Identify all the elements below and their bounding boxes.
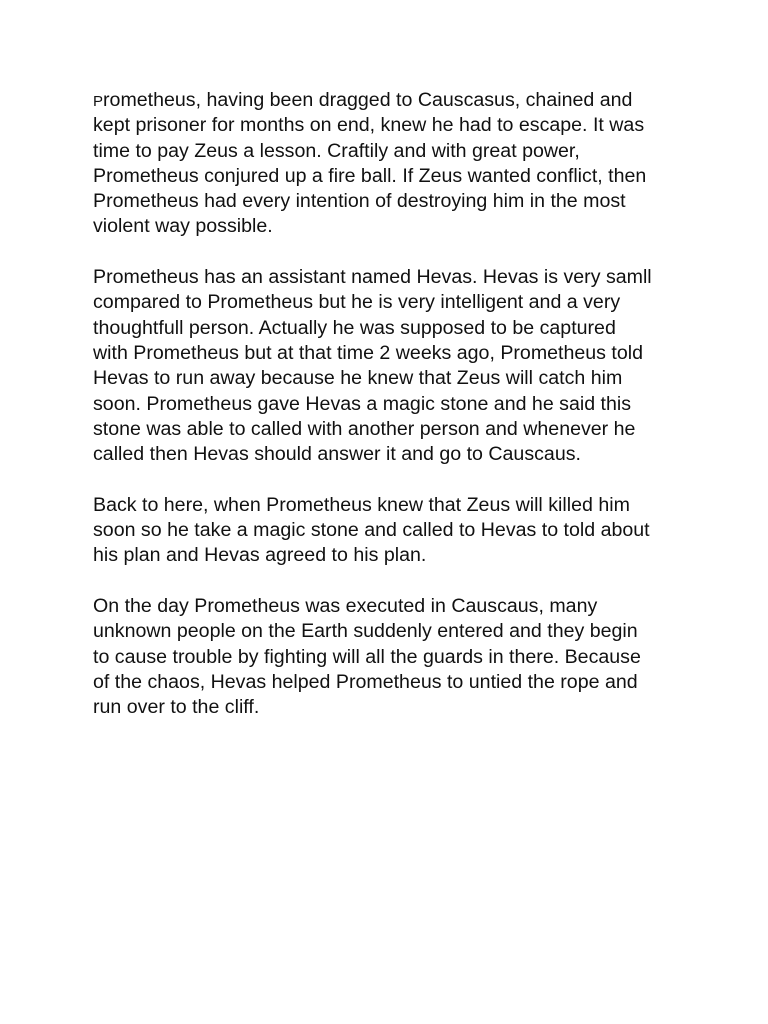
paragraph-4 xyxy=(93,594,678,720)
paragraph-line: Prometheus conjured up a fire ball. If Zeus wanted conflict, then xyxy=(93,164,647,187)
document-body xyxy=(93,88,678,746)
paragraph-line: time to pay Zeus a lesson. Craftily and with great power, xyxy=(93,139,580,162)
paragraph-line: unknown people on the Earth suddenly entered and they begin xyxy=(93,620,638,643)
paragraph-line: kept prisoner for months on end, knew he had to escape. It was xyxy=(93,114,645,137)
paragraph-line: with Prometheus but at that time 2 weeks ago, Prometheus told xyxy=(93,341,644,364)
paragraph-line: of the chaos, Hevas helped Prometheus to untied the rope and xyxy=(93,670,638,693)
line-text: rometheus, having been dragged to Causcasus, chained and xyxy=(103,89,633,111)
paragraph-line: Hevas to run away because he knew that Zeus will catch him xyxy=(93,367,623,390)
paragraph-line: soon so he take a magic stone and called to Hevas to told about xyxy=(93,519,650,542)
paragraph-1 xyxy=(93,88,678,240)
paragraph-line: stone was able to called with another person and whenever he xyxy=(93,417,636,440)
paragraph-line: thoughtfull person. Actually he was supposed to be captured xyxy=(93,316,616,339)
paragraph-line: his plan and Hevas agreed to his plan. xyxy=(93,544,427,567)
paragraph-line: On the day Prometheus was executed in Causcaus, many xyxy=(93,594,598,617)
paragraph-line: to cause trouble by fighting will all the guards in there. Because xyxy=(93,645,641,668)
small-lead-letter: P xyxy=(93,93,104,110)
paragraph-line: Back to here, when Prometheus knew that Zeus will killed him xyxy=(93,493,630,516)
paragraph-3 xyxy=(93,493,678,569)
paragraph-line xyxy=(93,88,678,113)
paragraph-line: called then Hevas should answer it and go to Causcaus. xyxy=(93,443,581,466)
paragraph-line: Prometheus has an assistant named Hevas. Hevas is very samll xyxy=(93,266,652,289)
paragraph-line: soon. Prometheus gave Hevas a magic stone and he said this xyxy=(93,392,632,415)
paragraph-line: violent way possible. xyxy=(93,215,273,238)
paragraph-line: run over to the cliff. xyxy=(93,696,260,719)
paragraph-line: Prometheus had every intention of destroying him in the most xyxy=(93,190,626,213)
paragraph-line: compared to Prometheus but he is very intelligent and a very xyxy=(93,291,621,314)
paragraph-2 xyxy=(93,265,678,467)
